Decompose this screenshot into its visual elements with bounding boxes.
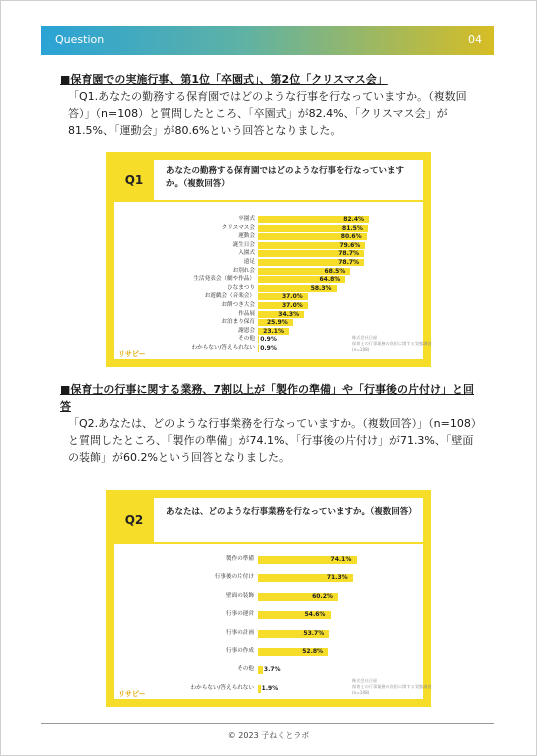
chart-card-header [114,160,423,202]
logo: リサピー [118,690,146,698]
bar-value: 1.9% [261,684,279,692]
bar-label: 入園式 [238,250,255,257]
bar-label: その他 [238,336,255,343]
section-heading: ■保育士の行事に関する業務、7割以上が「製作の準備」や「行事後の片付け」と回答 [60,383,475,413]
bar-label: 遠足 [243,259,255,265]
bar-label: お餅つき大会 [221,302,255,308]
chart-area [114,544,423,694]
bar-value: 68.5% [324,267,346,275]
bar-label: お遊戯会（音楽会） [204,293,255,300]
bar-value: 34.3% [278,310,300,318]
bar-label: お別れ会 [232,267,255,274]
question-number: Q2 [114,498,154,542]
bar-value: 52.8% [302,648,324,655]
question-number: Q1 [114,160,154,200]
bar-value: 71.3% [326,574,348,582]
bar-value: 54.6% [304,611,326,619]
bar [258,666,263,674]
bar-value: 37.0% [281,302,303,309]
bar-label: 壁面の装飾 [226,592,254,599]
question-text: あなたは、どのような行事業務を行なっていますか。（複数回答） [166,507,417,517]
bar-label: 行事の作成 [226,648,254,654]
bar-label: 作品展 [238,310,255,317]
bar-value: 81.5% [342,224,363,232]
logo: リサピー [118,350,146,358]
bar-label: お泊まり保育 [221,319,255,326]
bar-value: 58.3% [310,284,332,292]
chart-card-q1 [106,152,431,367]
bar [258,336,259,343]
bar-value: 37.0% [281,293,303,301]
bar-label: クリスマス会 [221,224,255,231]
bar-value: 0.9% [260,345,277,352]
bar-label: 行事の運営 [226,611,254,618]
bar-value: 0.9% [260,336,277,344]
bar-value: 64.8% [319,276,341,284]
source-note: 株式会社日経 保育士の行事業務の負担に関する実態調査 (n=108) [352,678,432,695]
bar-value: 23.1% [263,327,284,335]
bar [258,345,259,352]
bar-label: わからない/答えられない [190,684,254,691]
bar-label: ひなまつり [227,284,255,291]
bar-label: その他 [237,666,254,673]
source-note: 株式会社日経 保育士の行事業務の負担に関する実態調査 (n=108) [352,335,432,352]
bar-label: 卒園式 [238,216,255,222]
chart-card-q2 [106,490,431,707]
section-heading: ■保育園での実施行事、第1位「卒園式」、第2位「クリスマス会」 [60,73,388,86]
bar-label: 行事の計画 [226,629,254,636]
bar-value: 78.7% [338,259,360,266]
question-text: あなたの勤務する保育園ではどのような行事を行なっていますか。（複数回答） [166,166,405,189]
chart-card-header [114,498,423,544]
section-body: 「Q2.あなたは、どのような行事業務を行なっていますか。（複数回答）」（n=108）と質問したところ、「製作の準備」が74.1%、「行事後の片付け」が71.3%、「壁面の装飾」が60.2%という回答となりました。 [68,417,477,464]
bar-value: 74.1% [330,556,352,563]
bar-value: 60.2% [312,592,333,600]
section-body: 「Q1.あなたの勤務する保育園ではどのような行事を行なっていますか。（複数回答）」（n=108）と質問したところ、「卒園式」が82.4%、「クリスマス会」が81.5%、「運動会」が80.6%という回答となりました。 [68,90,467,137]
bar-label: 行事後の片付け [214,574,254,581]
bar-value: 80.6% [340,233,362,241]
header-title: Question [55,33,105,46]
bar-value: 3.7% [263,666,281,674]
section-q2 [60,381,480,466]
page-number: 04 [468,33,482,46]
section-q1 [60,71,480,139]
header-bar [41,26,494,55]
bar-value: 79.6% [339,241,361,249]
bar-value: 78.7% [338,250,360,258]
bar-value: 53.7% [303,629,325,637]
bar-label: 誕生日会 [232,241,255,248]
bar-label: 製作の準備 [226,556,254,562]
bar [258,685,261,693]
bar-label: 謝恩会 [238,327,255,334]
footer-divider [41,723,494,724]
bar-label: わからない/答えられない [191,345,255,351]
bar-label: 生活発表会（劇や作品） [193,276,255,283]
bar-label: 運動会 [238,233,255,240]
bar-value: 82.4% [343,216,365,223]
footer-copyright: © 2023 子ねくとラボ [227,731,310,740]
bar-value: 25.9% [266,319,288,327]
